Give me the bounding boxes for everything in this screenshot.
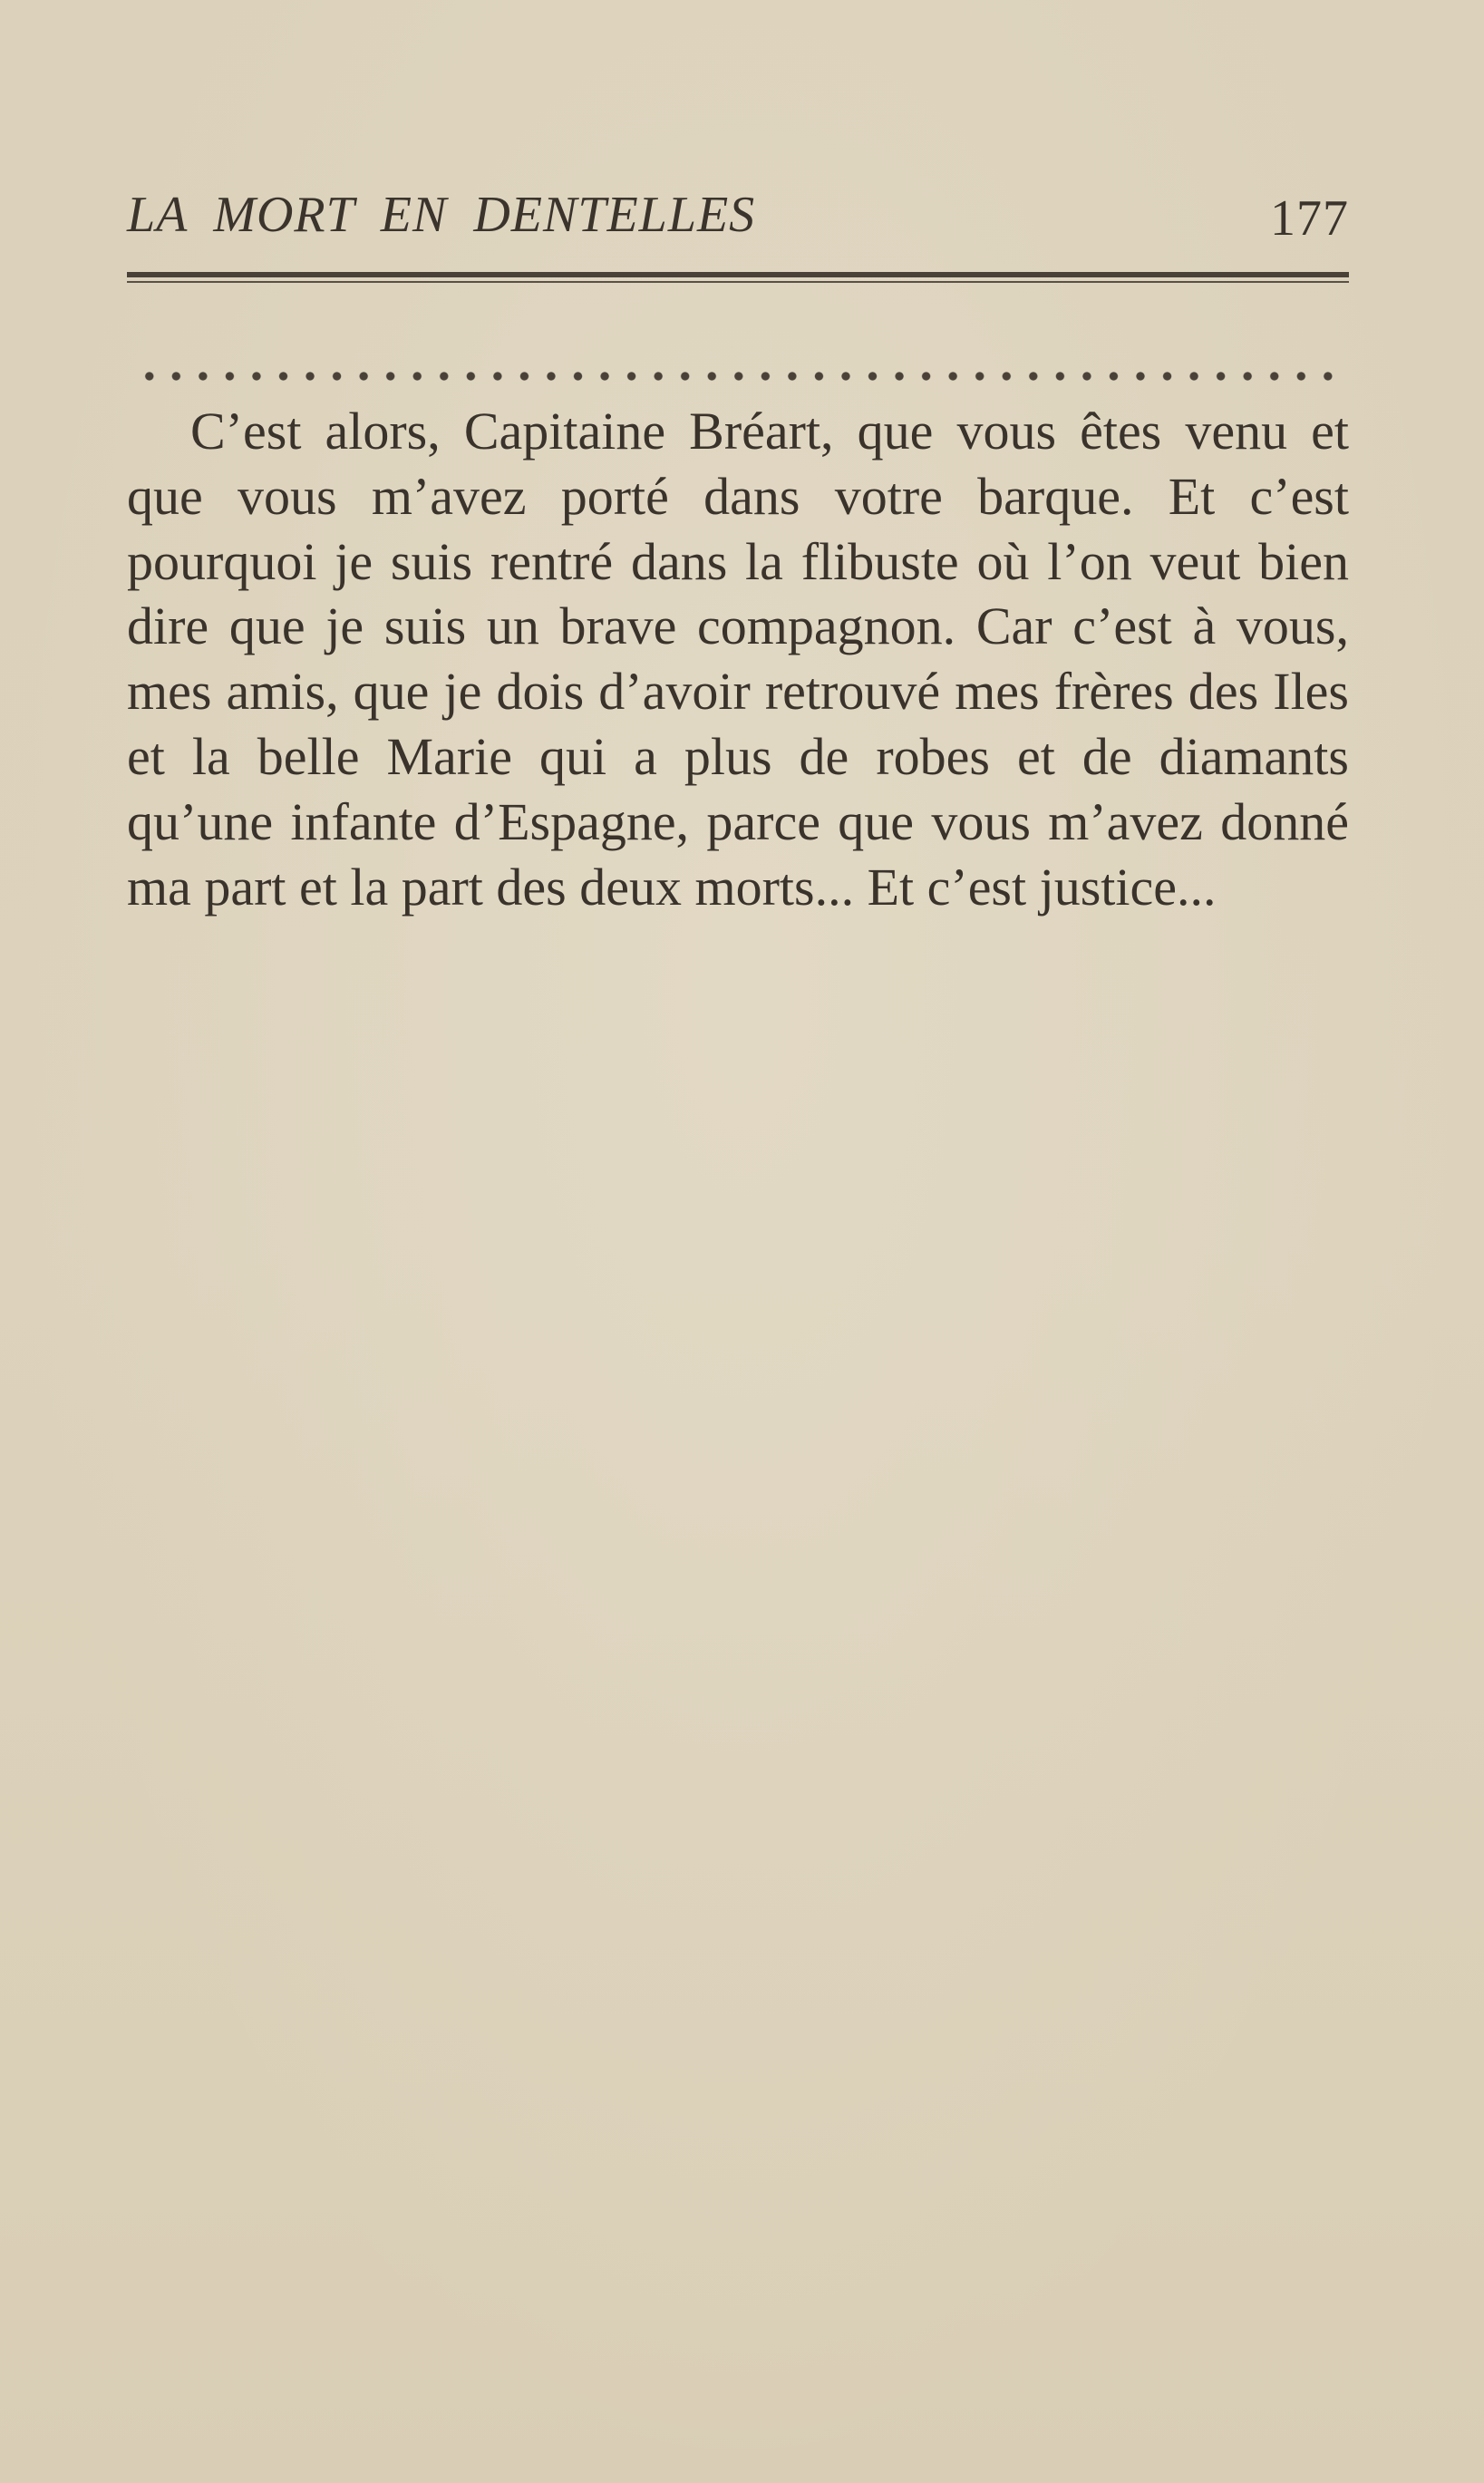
ellipsis-dot-row (136, 367, 1342, 385)
running-title: LA MORT EN DENTELLES (127, 187, 756, 243)
header-rule-thin (127, 281, 1349, 283)
running-head (127, 186, 1349, 258)
header-rule-thick (127, 272, 1349, 277)
page-number: 177 (1270, 190, 1349, 247)
body-paragraph: C’est alors, Capitaine Bréart, que vous êtes venu et que vous m’avez porté dans votre barque. Et c’est pourquoi je suis rentré dans la flibuste où l’on veut bien dire que je suis un brave compagnon. Car c’est à vous, mes amis, que je dois d’avoir retrouvé mes frères des Iles et la belle Marie qui a plus de robes et de diamants qu’une infante d’Espagne, parce que vous m’avez donné ma part et la part des deux morts... Et c’est justice... (127, 402, 1349, 917)
header-double-rule (127, 272, 1349, 285)
